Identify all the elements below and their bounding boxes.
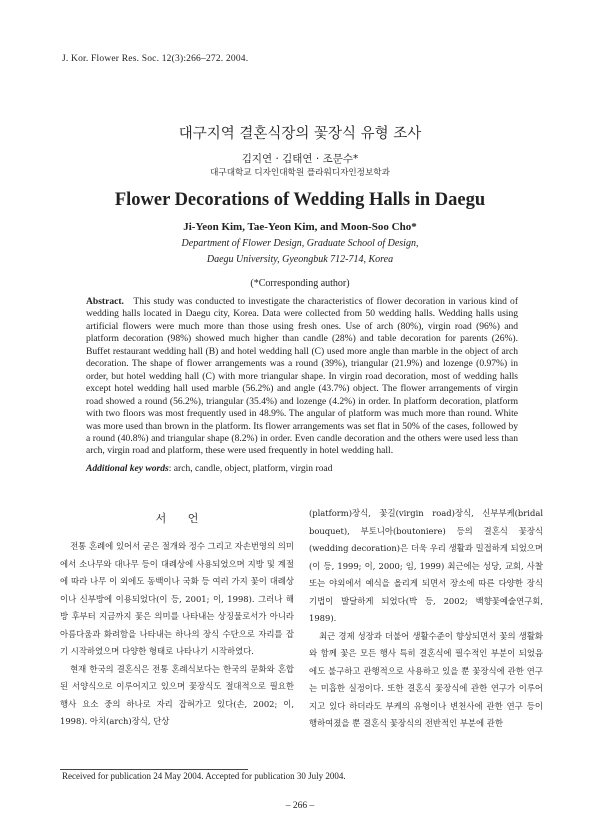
english-title: Flower Decorations of Wedding Halls in Daegu (114, 190, 486, 210)
keywords-label: Additional key words (86, 463, 169, 474)
body-paragraph: (platform)장식, 꽃길(virgin road)장식, 신부부케(bridal bouquet), 부토니아(boutoniere) 등의 결혼식 꽃장식(wedding decoration)은 더욱 우리 생활과 밀접하게 되었으며(이 등, 1999; 이, 2000; 임, 1999) 최근에는 성당, 교회, 사찰 또는 야외에서 예식을 올리게 되면서 장소에 따른 다양한 장식 기법이 발달하게 되었다(박 등, 2002; 백향꽃예술연구회, 1989). (309, 508, 543, 623)
body-paragraph: 현재 한국의 결혼식은 전통 혼례식보다는 한국의 문화와 혼합된 서양식으로 이루어지고 있으며 꽃장식도 절대적으로 필요한 행사 요소 중의 하나로 자리 잡혀가고 있다(손, 2002; 이, 1998). 아치(arch)장식, 단상 (60, 663, 294, 726)
corresponding-author-note: (*Corresponding author) (250, 278, 350, 289)
english-affiliation-line-2: Daegu University, Gyeongbuk 712-714, Korea (206, 254, 394, 265)
korean-title: 대구지역 결혼식장의 꽃장식 유형 조사 (178, 126, 422, 142)
korean-affiliation: 대구대학교 디자인대학원 플라워디자인정보학과 (210, 168, 390, 178)
keywords-text: : arch, candle, object, platform, virgin road (168, 463, 333, 474)
abstract-text: This study was conducted to investigate the characteristics of flower decoration in various kind of wedding halls located in Daegu city, Korea. Data were collected from 50 wedding halls. Wedding halls using artificial flowers were much more than those using fresh ones. Use of arch (80%), virgin road (96%) and platform decoration (98%) showed much higher than candle (28%) and table decoration for parents (26%). Buffet restaurant wedding hall (B) and hotel wedding hall (C) used more angle than marble in the object of arch decoration. The shape of flower arrangements was a round (39%), triangular (21.9%) and lozenge (0.97%) in order, but hotel wedding hall (C) with more triangular shape. In virgin road decoration, most of wedding halls except hotel wedding hall used marble (56.2%) and angle (43.7%) object. The flower arrangements of virgin road showed a round (56.2%), triangular (35.4%) and lozenge (4.2%) in order. In platform decoration, platform with two floors was most frequently used in 48.9%. The angular of platform was much more than round. White was more used than brown in the platform. Its flower arrangements was set flat in 50% of the cases, followed by a round (40.8%) and triangular shape (8.2%) in order. Even candle decoration and the others were used less than arch, virgin road and platform, these were used frequently in hotel wedding hall. (86, 296, 519, 457)
page-number: – 266 – (285, 801, 315, 811)
right-column (309, 505, 543, 733)
english-affiliation-line-1: Department of Flower Design, Graduate School of Design, (181, 238, 419, 249)
abstract (86, 296, 518, 458)
footnote-divider (60, 769, 248, 770)
body-paragraph: 전통 혼례에 있어서 굳은 절개와 정수 그리고 자손번영의 의미에서 소나무와 대나무 등이 대례상에 사용되었으며 지방 및 계절에 따라 나무 이 외에도 동백이나 국화 등 여러 가지 꽃이 대례상이나 신부방에 이용되었다(이 등, 2001; 이, 1998). 그러나 해방 후부터 지금까지 꽃은 의미를 나타내는 상징물로서가 아니라 아름다움과 화려함을 나타내는 하나의 장식 수단으로 자리를 잡기 시작하였으며 다양한 형태로 나타나기 시작하였다. (60, 541, 294, 656)
left-column (60, 538, 294, 731)
journal-citation: J. Kor. Flower Res. Soc. 12(3):266–272. 2004. (62, 54, 249, 64)
footnote: Received for publication 24 May 2004. Accepted for publication 30 July 2004. (62, 771, 346, 781)
section-heading: 서 언 (155, 512, 199, 525)
abstract-label: Abstract. (86, 296, 124, 307)
korean-authors: 김지연 · 김태연 · 조문수* (241, 153, 359, 165)
english-authors: Ji-Yeon Kim, Tae-Yeon Kim, and Moon-Soo Cho* (183, 221, 417, 233)
body-paragraph: 최근 경제 성장과 더불어 생활수준이 향상되면서 꽃의 생활화와 함께 꽃은 모든 행사 특히 결혼식에 필수적인 부분이 되었음에도 불구하고 관행적으로 사용하고 있을 뿐 꽃장식에 관한 연구는 미흡한 실정이다. 또한 결혼식 꽃장식에 관한 연구가 이루어지고 있다 하더라도 부케의 유형이나 변천사에 관한 연구 등이 행하여졌을 뿐 결혼식 꽃장식의 전반적인 부분에 관한 (309, 630, 543, 728)
keywords (86, 463, 518, 474)
